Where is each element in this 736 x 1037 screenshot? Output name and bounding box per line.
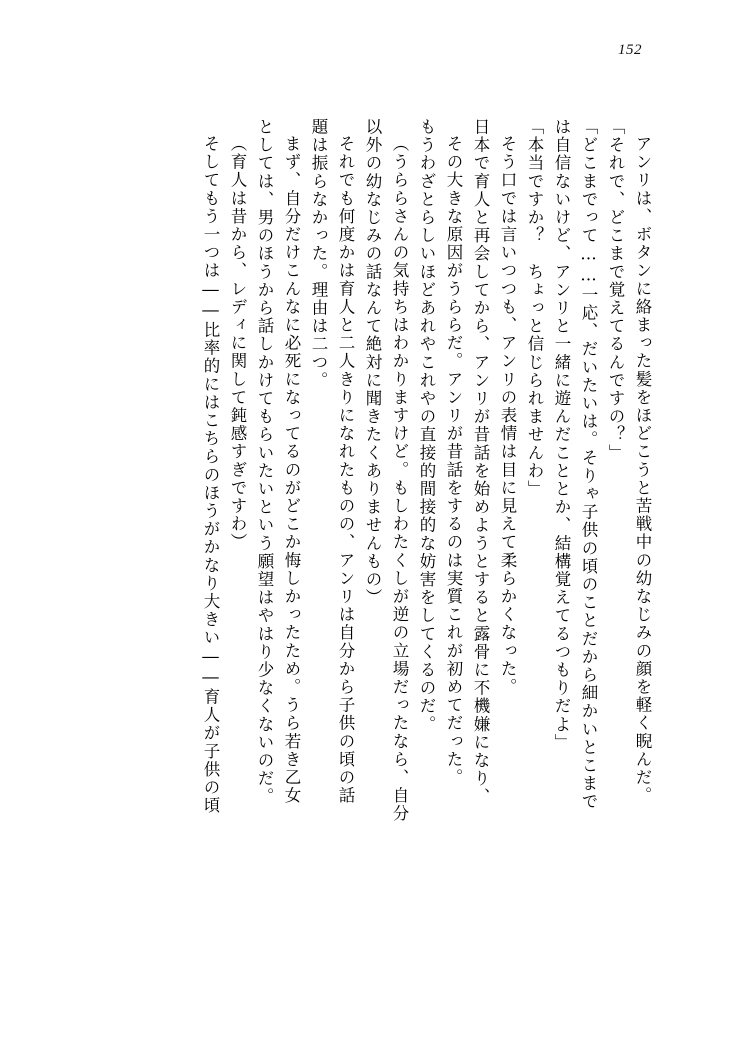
- text-line: もうわざとらしいほどあれやこれやの直接的間接的な妨害をしてくるのだ。: [417, 118, 436, 734]
- text-line: 「それで、どこまで覚えてるんですの？」: [606, 118, 625, 462]
- text-line: （うららさんの気持ちはわかりますけど。もしわたくしが逆の立場だったなら、自分: [390, 135, 409, 823]
- text-line: （育人は昔から、レディに関して鈍感すぎですわ）: [228, 135, 247, 552]
- text-line: まず、自分だけこんなに必死になってるのがどこか悔しかったため。うら若き乙女: [282, 135, 301, 805]
- text-line: アンリは、ボタンに絡まった髪をほどこうと苦戦中の幼なじみの顔を軽く睨んだ。: [633, 135, 652, 805]
- text-line: その大きな原因がうららだ。アンリが昔話をするのは実質これが初めてだった。: [444, 135, 463, 787]
- text-line: 題は振らなかった。理由は二つ。: [309, 118, 328, 390]
- text-line: 以外の幼なじみの話なんて絶対に聞きたくありませんもの）: [363, 118, 382, 607]
- page-number: 152: [618, 42, 642, 58]
- text-line: は自信ないけど、アンリと一緒に遊んだこととか、結構覚えてるつもりだよ」: [552, 118, 571, 752]
- text-line: そう口では言いつつも、アンリの表情は目に見えて柔らかくなった。: [498, 135, 517, 697]
- text-line: それでも何度かは育人と二人きりになれたものの、アンリは自分から子供の頃の話: [336, 135, 355, 805]
- text-line: としては、男のほうから話しかけてもらいたいという願望はやはり少なくないのだ。: [255, 118, 274, 806]
- text-line: そしてもう一つは――比率的にはこちらのほうがかなり大きい――育人が子供の頃: [201, 135, 220, 815]
- text-line: 「どこまでって……一応、だいたいは。そりゃ子供の頃のことだから細かいとこまで: [579, 118, 598, 811]
- text-line: 日本で育人と再会してから、アンリが昔話を始めようとすると露骨に不機嫌になり、: [471, 118, 490, 806]
- vertical-text-block: [86, 118, 650, 958]
- text-line: 「本当ですか？ ちょっと信じられませんわ」: [525, 118, 544, 499]
